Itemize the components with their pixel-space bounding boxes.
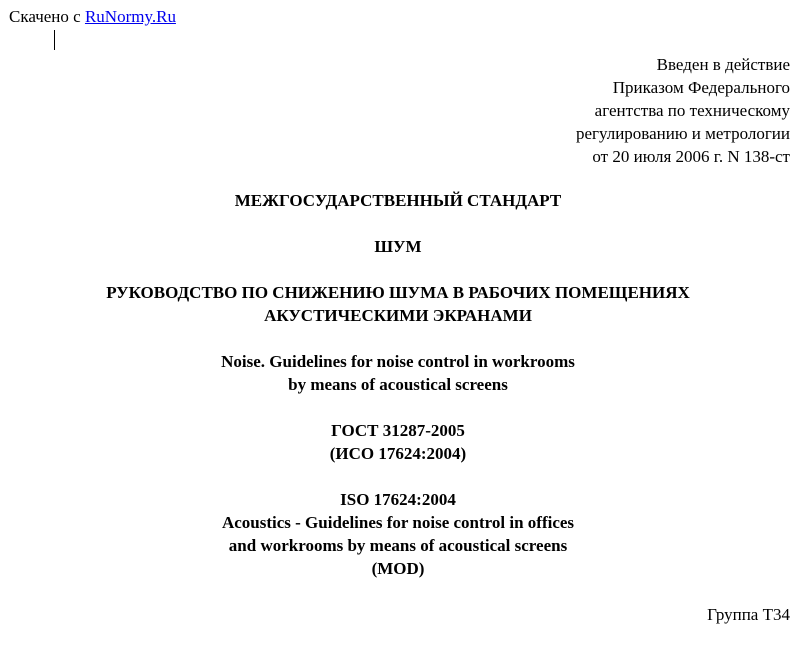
source-line bbox=[9, 7, 176, 27]
approval-block bbox=[576, 53, 790, 168]
english-title bbox=[0, 350, 796, 396]
standard-type-label: МЕЖГОСУДАРСТВЕННЫЙ СТАНДАРТ bbox=[234, 191, 562, 210]
english-title-line: Noise. Guidelines for noise control in workrooms bbox=[221, 352, 575, 371]
iso-reference-line: ISO 17624:2004 bbox=[340, 490, 456, 509]
russian-title-line: АКУСТИЧЕСКИМИ ЭКРАНАМИ bbox=[264, 306, 532, 325]
subject-label: ШУМ bbox=[374, 237, 422, 256]
approval-line: агентства по техническому bbox=[594, 101, 790, 120]
gost-designation bbox=[0, 419, 796, 465]
russian-title bbox=[0, 281, 796, 327]
iso-reference-line: Acoustics - Guidelines for noise control in offices bbox=[221, 513, 575, 532]
approval-line: регулированию и метрологии bbox=[575, 124, 790, 143]
subject-heading bbox=[0, 235, 796, 258]
source-link[interactable]: RuNormy.Ru bbox=[84, 7, 176, 26]
approval-line: Приказом Федерального bbox=[612, 78, 790, 97]
iso-reference-line: (MOD) bbox=[371, 559, 425, 578]
iso-ru-number: (ИСО 17624:2004) bbox=[329, 444, 467, 463]
russian-title-line: РУКОВОДСТВО ПО СНИЖЕНИЮ ШУМА В РАБОЧИХ ПОМЕЩЕНИЯХ bbox=[106, 283, 690, 302]
standard-type-heading bbox=[0, 189, 796, 212]
group-label: Группа Т34 bbox=[707, 605, 790, 624]
source-prefix: Скачено с bbox=[9, 7, 85, 26]
gost-number: ГОСТ 31287-2005 bbox=[331, 421, 465, 440]
iso-reference-block bbox=[0, 488, 796, 580]
approval-line: от 20 июля 2006 г. N 138-ст bbox=[592, 147, 790, 166]
english-title-line: by means of acoustical screens bbox=[288, 375, 508, 394]
approval-line: Введен в действие bbox=[656, 55, 790, 74]
iso-reference-line: and workrooms by means of acoustical screens bbox=[228, 536, 568, 555]
text-cursor bbox=[54, 30, 55, 50]
